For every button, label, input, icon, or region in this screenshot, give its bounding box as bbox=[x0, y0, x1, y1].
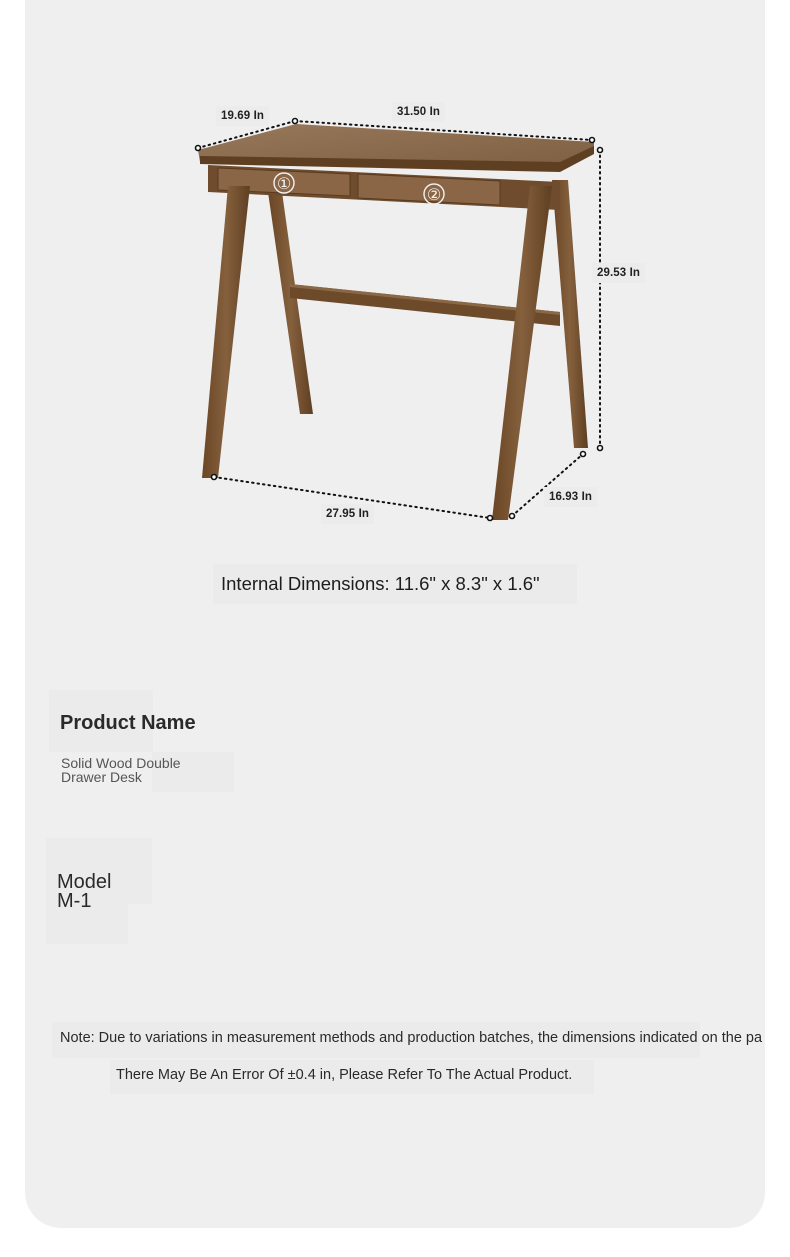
front-left-leg bbox=[202, 186, 250, 478]
back-left-leg bbox=[268, 192, 313, 414]
desk-illustration bbox=[0, 0, 790, 560]
front-right-leg bbox=[492, 186, 552, 520]
dimension-depth-top: 19.69 In bbox=[216, 106, 269, 126]
dimension-height: 29.53 In bbox=[592, 263, 645, 283]
dimension-width-bottom: 27.95 In bbox=[321, 504, 374, 524]
note-line-2: There May Be An Error Of ±0.4 in, Please Refer To The Actual Product. bbox=[116, 1067, 573, 1083]
product-name-label: Product Name bbox=[60, 712, 196, 734]
model-label: Model bbox=[57, 871, 112, 893]
dimension-width-top: 31.50 In bbox=[392, 102, 445, 122]
drawer-1-label: ① bbox=[276, 174, 292, 193]
product-name-value: Solid Wood Double Drawer Desk bbox=[61, 755, 181, 785]
dimension-depth-bottom: 16.93 In bbox=[544, 487, 597, 507]
drawer-2-label: ② bbox=[426, 185, 442, 204]
model-value: M-1 bbox=[57, 890, 92, 912]
internal-dimensions: Internal Dimensions: 11.6" x 8.3" x 1.6" bbox=[213, 564, 577, 604]
note-line-1: Note: Due to variations in measurement methods and production batches, the dimensions indicated on the pa bbox=[60, 1030, 763, 1046]
